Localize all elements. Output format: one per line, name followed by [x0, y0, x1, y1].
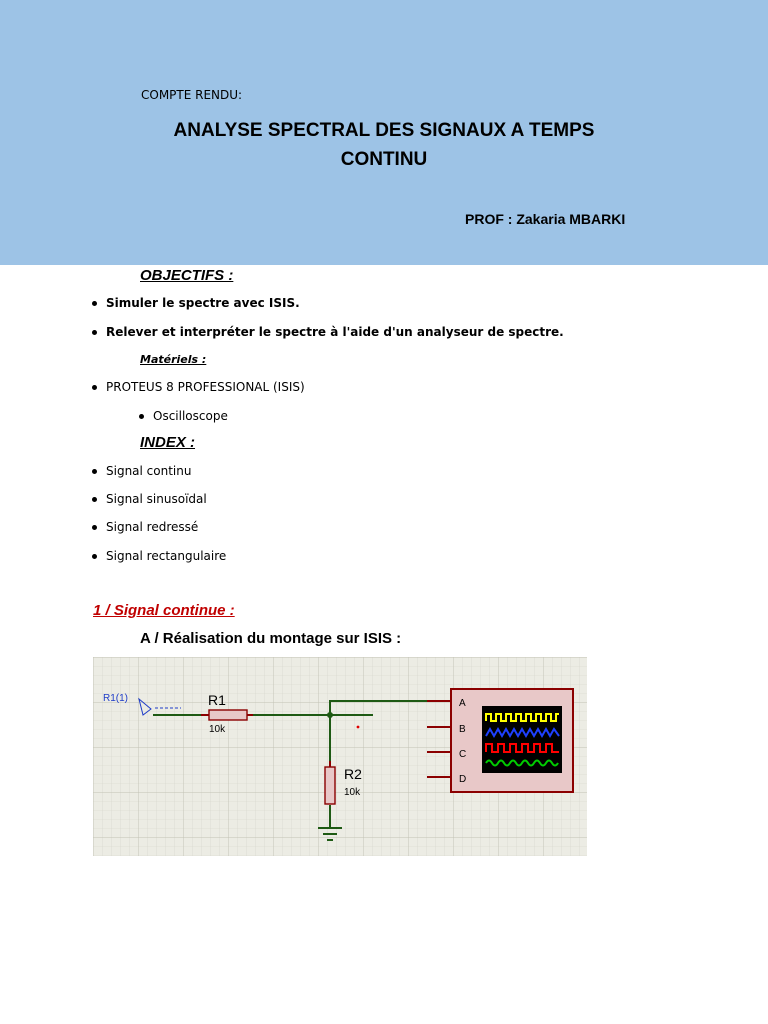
source-label: R1(1)	[103, 693, 129, 704]
r2-value: 10k	[344, 787, 361, 798]
document-title-line-1: ANALYSE SPECTRAL DES SIGNAUX A TEMPS	[173, 120, 595, 141]
document-title	[0, 116, 768, 174]
bullet-icon	[92, 301, 97, 306]
objectif-item	[92, 325, 564, 339]
bullet-icon	[92, 330, 97, 335]
title-banner	[0, 0, 768, 265]
objectif-text: Relever et interpréter le spectre à l'aide d'un analyseur de spectre.	[106, 325, 564, 339]
professor-name: PROF : Zakaria MBARKI	[465, 211, 626, 227]
bullet-icon	[92, 385, 97, 390]
index-text: Signal sinusoïdal	[106, 492, 207, 506]
bullet-icon	[92, 469, 97, 474]
marker-dot	[357, 726, 360, 729]
index-item	[92, 464, 191, 478]
materiel-subitem	[139, 409, 228, 423]
channel-b-label: B	[459, 724, 466, 735]
schematic-canvas	[93, 657, 587, 856]
r2-name: R2	[344, 766, 362, 782]
bullet-icon	[92, 525, 97, 530]
objectif-text: Simuler le spectre avec ISIS.	[106, 296, 300, 310]
index-text: Signal continu	[106, 464, 192, 478]
bullet-icon	[92, 554, 97, 559]
report-kicker: COMPTE RENDU:	[141, 88, 243, 102]
index-heading: INDEX :	[140, 434, 196, 451]
isis-schematic	[93, 657, 587, 856]
index-item	[92, 492, 207, 506]
section-1a-heading: A / Réalisation du montage sur ISIS :	[140, 630, 402, 647]
materiels-heading: Matériels :	[140, 353, 207, 366]
index-text: Signal rectangulaire	[106, 549, 227, 563]
junction-dot	[327, 712, 333, 718]
index-item	[92, 549, 226, 563]
objectifs-heading: OBJECTIFS :	[140, 267, 234, 284]
bullet-icon	[139, 414, 144, 419]
index-text: Signal redressé	[106, 520, 199, 534]
materiel-text: PROTEUS 8 PROFESSIONAL (ISIS)	[106, 380, 305, 394]
bullet-icon	[92, 497, 97, 502]
section-1-heading: 1 / Signal continue :	[93, 602, 235, 619]
channel-c-label: C	[459, 749, 467, 760]
document-title-line-2: CONTINU	[340, 149, 428, 170]
materiel-subtext: Oscilloscope	[153, 409, 228, 423]
materiel-item	[92, 380, 305, 394]
r1-name: R1	[208, 692, 226, 708]
r1-value: 10k	[209, 724, 226, 735]
objectif-item	[92, 296, 300, 310]
index-item	[92, 520, 198, 534]
channel-d-label: D	[459, 774, 467, 785]
channel-a-label: A	[459, 698, 466, 709]
